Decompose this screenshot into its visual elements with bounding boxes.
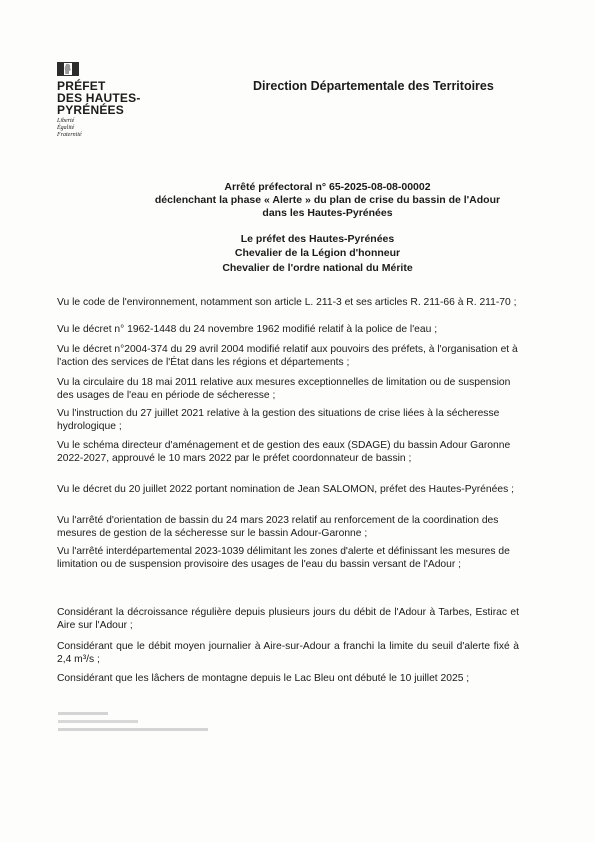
prefet-distinction: Chevalier de la Légion d'honneur xyxy=(234,247,401,259)
visa-paragraph: Vu le décret n°2004-374 du 29 avril 2004 modifié relatif aux pouvoirs des préfets, à l'organisation et à l'action des services de l'État dans les régions et départements ; xyxy=(57,344,518,368)
motto-line: Égalité xyxy=(57,125,75,131)
prefecture-line: PRÉFET xyxy=(57,79,106,93)
visa-paragraph: Vu le code de l'environnement, notamment son article L. 211-3 et ses articles R. 211-66 à R. 211-70 ; xyxy=(57,297,517,308)
considerant-paragraph: Considérant que les lâchers de montagne depuis le Lac Bleu ont débuté le 10 juillet 2025 ; xyxy=(57,673,470,684)
arrete-scope: dans les Hautes-Pyrénées xyxy=(262,207,393,219)
prefet-title: Le préfet des Hautes-Pyrénées xyxy=(240,233,395,245)
prefecture-line: PYRÉNÉES xyxy=(57,103,124,117)
republic-motto xyxy=(57,118,82,139)
visa-paragraph: Vu le décret n° 1962-1448 du 24 novembre 1962 modifié relatif à la police de l'eau ; xyxy=(57,324,438,335)
visa-paragraph: Vu l'arrêté interdépartemental 2023-1039 délimitant les zones d'alerte et définissant les mesures de limitation ou de suspension provisoire des usages de l'eau du bassin versant de l'Adour ; xyxy=(57,546,510,570)
direction-heading: Direction Départementale des Territoires xyxy=(253,79,494,93)
visa-paragraph: Vu l'arrêté d'orientation de bassin du 24 mars 2023 relatif au renforcement de la coordination des mesures de gestion de la sécheresse sur le bassin Adour-Garonne ; xyxy=(57,515,499,539)
marianne-icon xyxy=(63,63,73,75)
considerant-paragraph: Considérant que le débit moyen journalier à Aire-sur-Adour a franchi la limite du seuil d'alerte fixé à 2,4 m³/s ; xyxy=(57,641,519,665)
prefecture-line: DES HAUTES- xyxy=(57,91,141,105)
visa-paragraph: Vu le décret du 20 juillet 2022 portant nomination de Jean SALOMON, préfet des Hautes-Pyrénées ; xyxy=(57,484,514,495)
motto-line: Liberté xyxy=(57,118,75,124)
visa-paragraph: Vu le schéma directeur d'aménagement et de gestion des eaux (SDAGE) du bassin Adour Garonne 2022-2027, approuvé le 10 mars 2022 par le préfet coordonnateur de bassin ; xyxy=(57,440,511,464)
prefecture-name xyxy=(57,80,141,116)
arrete-number: Arrêté préfectoral n° 65-2025-08-08-00002 xyxy=(224,181,431,193)
motto-line: Fraternité xyxy=(57,132,82,138)
arrete-subject: déclenchant la phase « Alerte » du plan de crise du bassin de l'Adour xyxy=(154,194,501,206)
visa-paragraph: Vu l'instruction du 27 juillet 2021 relative à la gestion des situations de crise liées à la sécheresse hydrologique ; xyxy=(57,408,500,432)
visa-paragraph: Vu la circulaire du 18 mai 2011 relative aux mesures exceptionnelles de limitation ou de suspension des usages de l'eau en période de sécheresse ; xyxy=(57,377,511,401)
considerant-paragraph: Considérant la décroissance régulière depuis plusieurs jours du débit de l'Adour à Tarbes, Estirac et Aire sur l'Adour ; xyxy=(57,607,519,631)
prefet-distinction: Chevalier de l'ordre national du Mérite xyxy=(222,262,413,274)
faded-address-stamp xyxy=(58,711,218,733)
